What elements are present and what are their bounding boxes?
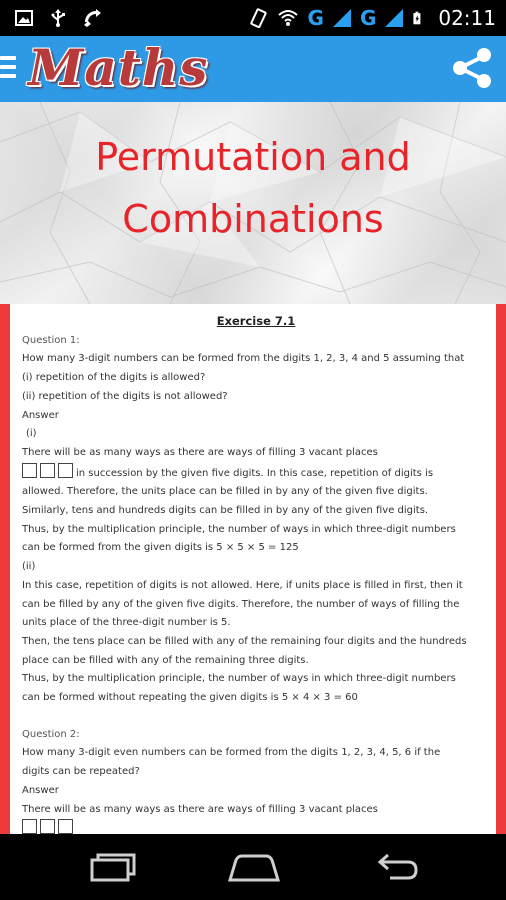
answer-text: There will be as many ways as there are ways of filling 3 vacant places bbox=[22, 446, 378, 458]
question-text: digits can be repeated? bbox=[22, 766, 140, 778]
vacant-place-box bbox=[40, 463, 55, 478]
answer-text: place can be filled with any of the remaining three digits. bbox=[22, 654, 309, 666]
app-bar bbox=[0, 36, 506, 102]
answer-text: units place of the three-digit number is 5. bbox=[22, 617, 231, 629]
answer-text: There will be as many ways as there are ways of filling 3 vacant places bbox=[22, 803, 378, 815]
question-text: (i) repetition of the digits is allowed? bbox=[22, 372, 206, 384]
back-icon[interactable] bbox=[370, 852, 420, 884]
home-icon[interactable] bbox=[226, 852, 282, 884]
exercise-title: Exercise 7.1 bbox=[216, 314, 296, 328]
status-bar bbox=[0, 0, 506, 36]
answer-text bbox=[22, 819, 490, 834]
network-type-1: G bbox=[307, 6, 324, 30]
page-title: Permutation and Combinations bbox=[95, 135, 411, 241]
share-icon[interactable] bbox=[448, 44, 496, 92]
vacant-place-box bbox=[22, 463, 37, 478]
vacant-place-box bbox=[58, 463, 73, 478]
vacant-place-box bbox=[22, 819, 37, 834]
exercise-document bbox=[22, 312, 490, 834]
question-text: How many 3-digit even numbers can be formed from the digits 1, 2, 3, 4, 5, 6 if the bbox=[22, 747, 441, 759]
question-text: How many 3-digit numbers can be formed from the digits 1, 2, 3, 4 and 5 assuming that bbox=[22, 353, 465, 365]
question-label: Question 2: bbox=[22, 728, 80, 740]
vacant-place-box bbox=[58, 819, 73, 834]
answer-label: Answer bbox=[22, 409, 59, 421]
wifi-icon bbox=[276, 8, 300, 28]
vacant-place-box bbox=[40, 819, 55, 834]
signal-icon bbox=[384, 8, 404, 28]
part-label: (i) bbox=[26, 428, 37, 440]
answer-text: allowed. Therefore, the units place can be filled in by any of the given five digits. bbox=[22, 486, 428, 498]
network-type-2: G bbox=[359, 6, 377, 30]
content-scroll-area[interactable] bbox=[10, 304, 496, 834]
answer-text: can be filled by any of the given five digits. Therefore, the number of ways of filling the bbox=[22, 598, 460, 610]
question-label: Question 1: bbox=[22, 334, 80, 346]
call-forward-icon bbox=[82, 8, 102, 28]
answer-text: in succession by the given five digits. In this case, repetition of digits is bbox=[22, 463, 490, 484]
answer-text: Thus, by the multiplication principle, the number of ways in which three-digit numbers bbox=[22, 523, 456, 535]
answer-text: Then, the tens place can be filled with any of the remaining four digits and the hundreds bbox=[22, 635, 467, 647]
app-title-logo: Maths bbox=[28, 38, 209, 97]
topic-header bbox=[0, 102, 506, 304]
menu-icon[interactable] bbox=[0, 56, 18, 80]
gallery-icon bbox=[14, 8, 34, 28]
content-frame bbox=[0, 304, 506, 834]
navigation-bar bbox=[0, 834, 506, 900]
answer-label: Answer bbox=[22, 784, 59, 796]
recent-apps-icon[interactable] bbox=[88, 852, 138, 884]
answer-text: can be formed without repeating the given digits is 5 × 4 × 3 = 60 bbox=[22, 692, 358, 704]
clock: 02:11 bbox=[438, 6, 496, 30]
question-text: (ii) repetition of the digits is not allowed? bbox=[22, 390, 228, 402]
part-label: (ii) bbox=[22, 561, 36, 573]
answer-text: Similarly, tens and hundreds digits can be filled in by any of the given five digits. bbox=[22, 505, 429, 517]
usb-icon bbox=[48, 8, 68, 28]
rotation-icon bbox=[248, 8, 268, 28]
answer-text: In this case, repetition of digits is not allowed. Here, if units place is filled in first, then it bbox=[22, 579, 463, 591]
signal-icon bbox=[332, 8, 352, 28]
answer-text: can be formed from the given digits is 5 × 5 × 5 = 125 bbox=[22, 542, 299, 554]
answer-text: Thus, by the multiplication principle, the number of ways in which three-digit numbers bbox=[22, 673, 456, 685]
battery-icon bbox=[412, 8, 426, 28]
